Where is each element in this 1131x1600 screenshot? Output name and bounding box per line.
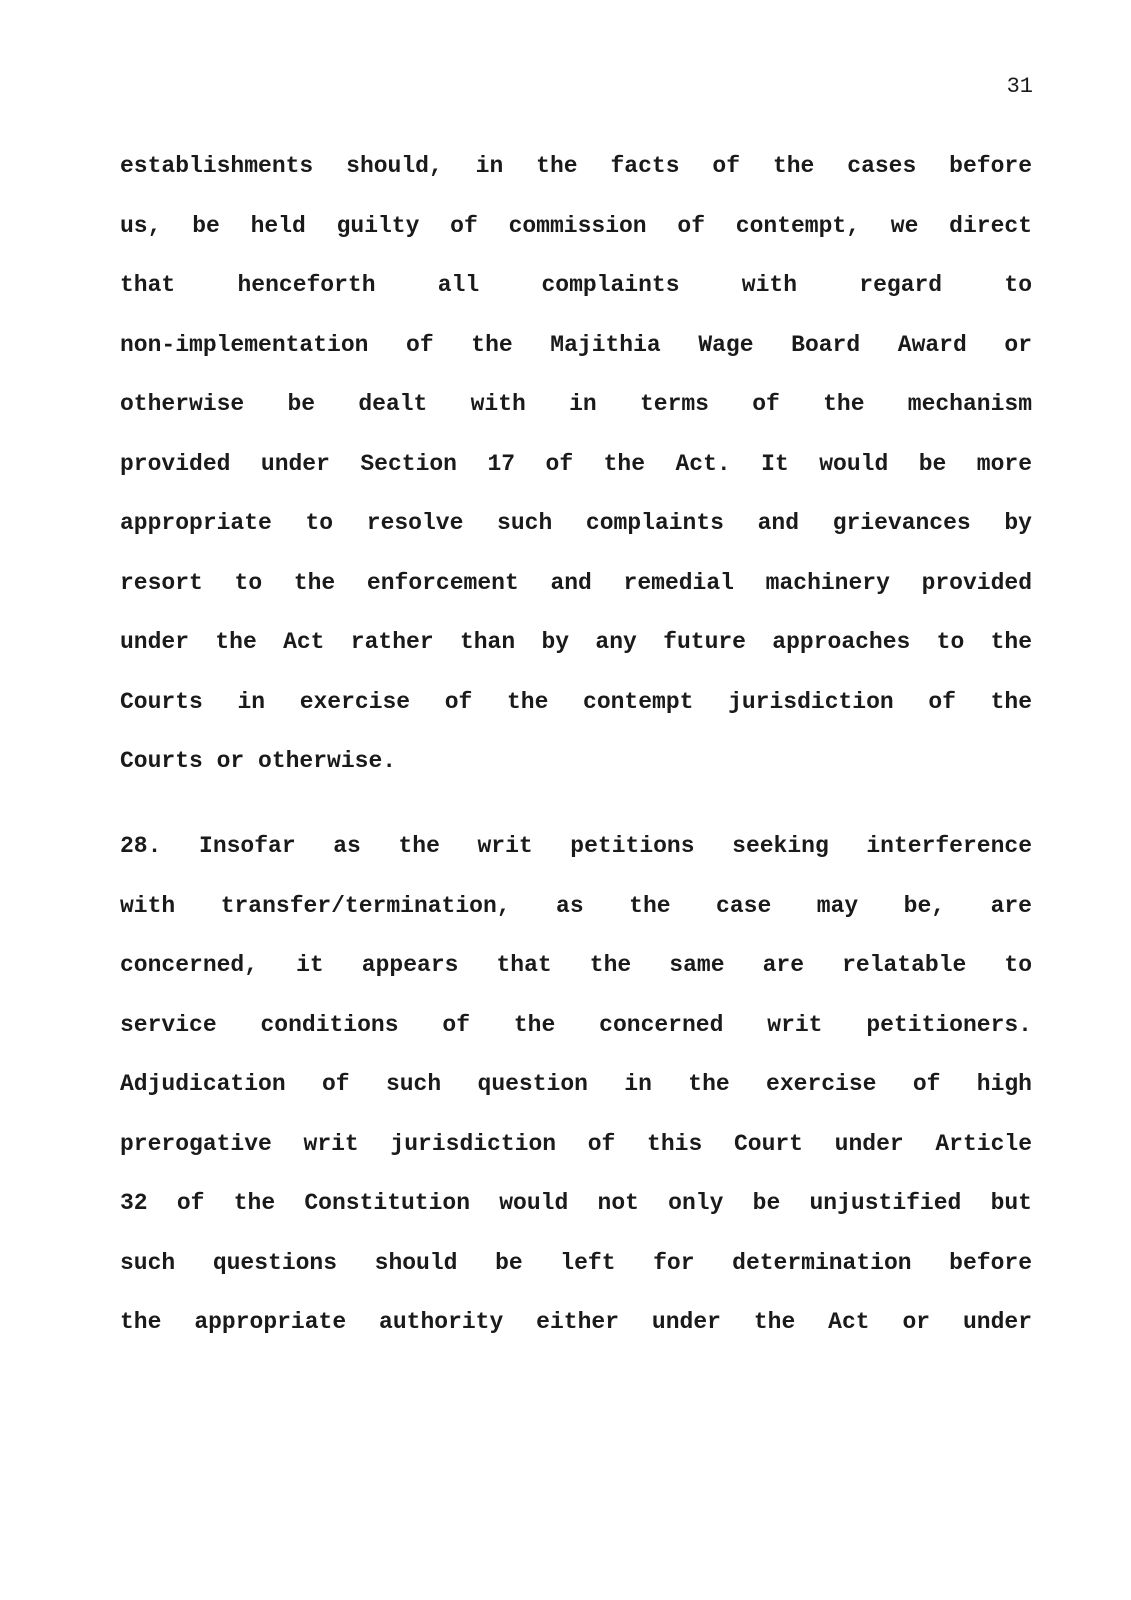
paragraph-28-writ-petitions <box>120 833 1032 1369</box>
text-line: resort to the enforcement and remedial machinery provided <box>120 569 1032 596</box>
text-line: Adjudication of such question in the exercise of high <box>120 1071 1032 1097</box>
text-line: 28. Insofar as the writ petitions seeking interference <box>120 833 1032 859</box>
text-line: Courts in exercise of the contempt jurisdiction of the <box>120 688 1032 715</box>
text-line: establishments should, in the facts of the cases before <box>120 153 1032 179</box>
paragraph-contempt-direction <box>120 153 1032 808</box>
text-line: us, be held guilty of commission of contempt, we direct <box>120 212 1032 239</box>
text-line: service conditions of the concerned writ petitioners. <box>120 1011 1032 1038</box>
text-line: provided under Section 17 of the Act. It would be more <box>120 450 1032 477</box>
text-line: that henceforth all complaints with regard to <box>120 272 1032 298</box>
text-line: concerned, it appears that the same are relatable to <box>120 952 1032 978</box>
text-line: Courts or otherwise. <box>120 748 397 774</box>
text-line: appropriate to resolve such complaints and grievances by <box>120 510 1032 536</box>
text-line: the appropriate authority either under the Act or under <box>120 1309 1032 1335</box>
page-number: 31 <box>1006 74 1033 99</box>
text-line: otherwise be dealt with in terms of the mechanism <box>120 391 1032 417</box>
text-line: such questions should be left for determination before <box>120 1249 1032 1276</box>
text-line: under the Act rather than by any future approaches to the <box>120 629 1032 655</box>
text-line: non-implementation of the Majithia Wage Board Award or <box>120 331 1032 358</box>
text-line: with transfer/termination, as the case may be, are <box>120 892 1032 919</box>
text-line: prerogative writ jurisdiction of this Court under Article <box>120 1130 1032 1157</box>
text-line: 32 of the Constitution would not only be unjustified but <box>120 1190 1032 1216</box>
